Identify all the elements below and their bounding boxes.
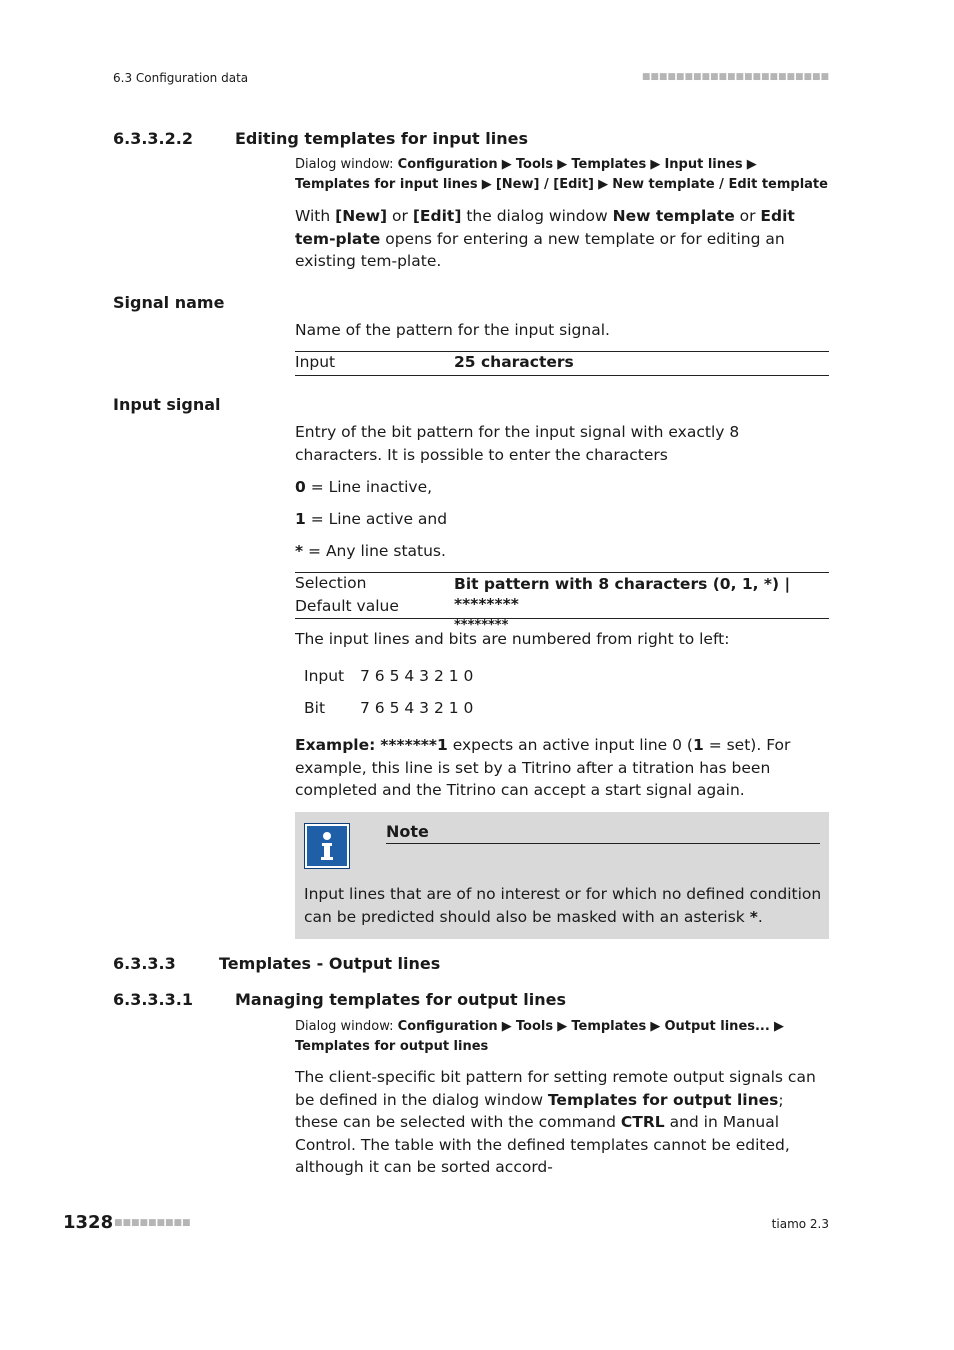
product-name: tiamo 2.3	[771, 1217, 829, 1231]
bit-row-bit-values: 7 6 5 4 3 2 1 0	[360, 699, 474, 717]
input-signal-heading: Input signal	[113, 395, 221, 414]
section-title: Templates - Output lines	[219, 954, 441, 973]
note-title: Note	[386, 822, 429, 841]
table-rule	[295, 618, 829, 619]
option-any: * = Any line status.	[295, 542, 446, 560]
output-templates-paragraph: The client-specific bit pattern for setting remote output signals can be defined in the dialog window Templates for output lines; these can be selected with the command CTRL and in Manual Control. The table with the defined templates cannot be edited, although it can be sorted accord-	[295, 1068, 816, 1176]
input-signal-description: Entry of the bit pattern for the input signal with exactly 8 characters. It is possible to enter the characters	[295, 423, 740, 464]
row-value: 25 characters	[454, 353, 574, 371]
bit-row-bit-label: Bit	[304, 699, 326, 717]
info-icon	[304, 823, 350, 869]
row-key: Input	[295, 353, 336, 371]
note-box	[295, 812, 829, 939]
note-rule	[386, 843, 820, 844]
section-number: 6.3.3.2.2	[113, 129, 193, 148]
table-rule	[295, 351, 829, 352]
table-rule	[295, 375, 829, 376]
section-number: 6.3.3.3.1	[113, 990, 193, 1009]
footer-dots: ■■■■■■■■■	[114, 1218, 191, 1228]
intro-paragraph: With [New] or [Edit] the dialog window New template or Edit tem-plate opens for entering a new template or for editing an existing tem-plate.	[295, 207, 795, 270]
bit-row-input-label: Input	[304, 667, 345, 685]
option-1: 1 = Line active and	[295, 510, 448, 528]
signal-name-heading: Signal name	[113, 293, 225, 312]
dialog-path: Dialog window: Configuration ▶ Tools ▶ Templates ▶ Output lines... ▶ Templates for output lines	[295, 1019, 784, 1054]
signal-name-description: Name of the pattern for the input signal.	[295, 321, 610, 339]
selection-key: Selection	[295, 574, 367, 592]
running-header-dots: ■■■■■■■■■■■■■■■■■■■■■■	[641, 72, 829, 82]
table-rule	[295, 572, 829, 573]
selection-table	[295, 574, 829, 633]
option-0: 0 = Line inactive,	[295, 478, 433, 496]
example-paragraph: Example: *******1 expects an active input line 0 (1 = set). For example, this line is set by a Titrino after a titration has been completed and the Titrino can accept a start signal again.	[295, 736, 791, 799]
running-header-section: 6.3 Configuration data	[113, 71, 249, 85]
numbering-text: The input lines and bits are numbered from right to left:	[295, 630, 730, 648]
section-number: 6.3.3.3	[113, 954, 176, 973]
note-text: Input lines that are of no interest or for which no defined condition can be predicted should also be masked with an asterisk *.	[304, 885, 822, 926]
selection-value: Bit pattern with 8 characters (0, 1, *) | ******** ********	[454, 575, 791, 633]
page-number: 1328	[63, 1212, 114, 1233]
dialog-path: Dialog window: Configuration ▶ Tools ▶ Templates ▶ Input lines ▶ Templates for input lines ▶ [New] / [Edit] ▶ New template / Edit template	[295, 157, 828, 192]
bit-row-input-values: 7 6 5 4 3 2 1 0	[360, 667, 474, 685]
section-title: Editing templates for input lines	[235, 129, 528, 148]
section-title: Managing templates for output lines	[235, 990, 566, 1009]
default-key: Default value	[295, 597, 399, 615]
signal-name-row	[295, 353, 829, 375]
